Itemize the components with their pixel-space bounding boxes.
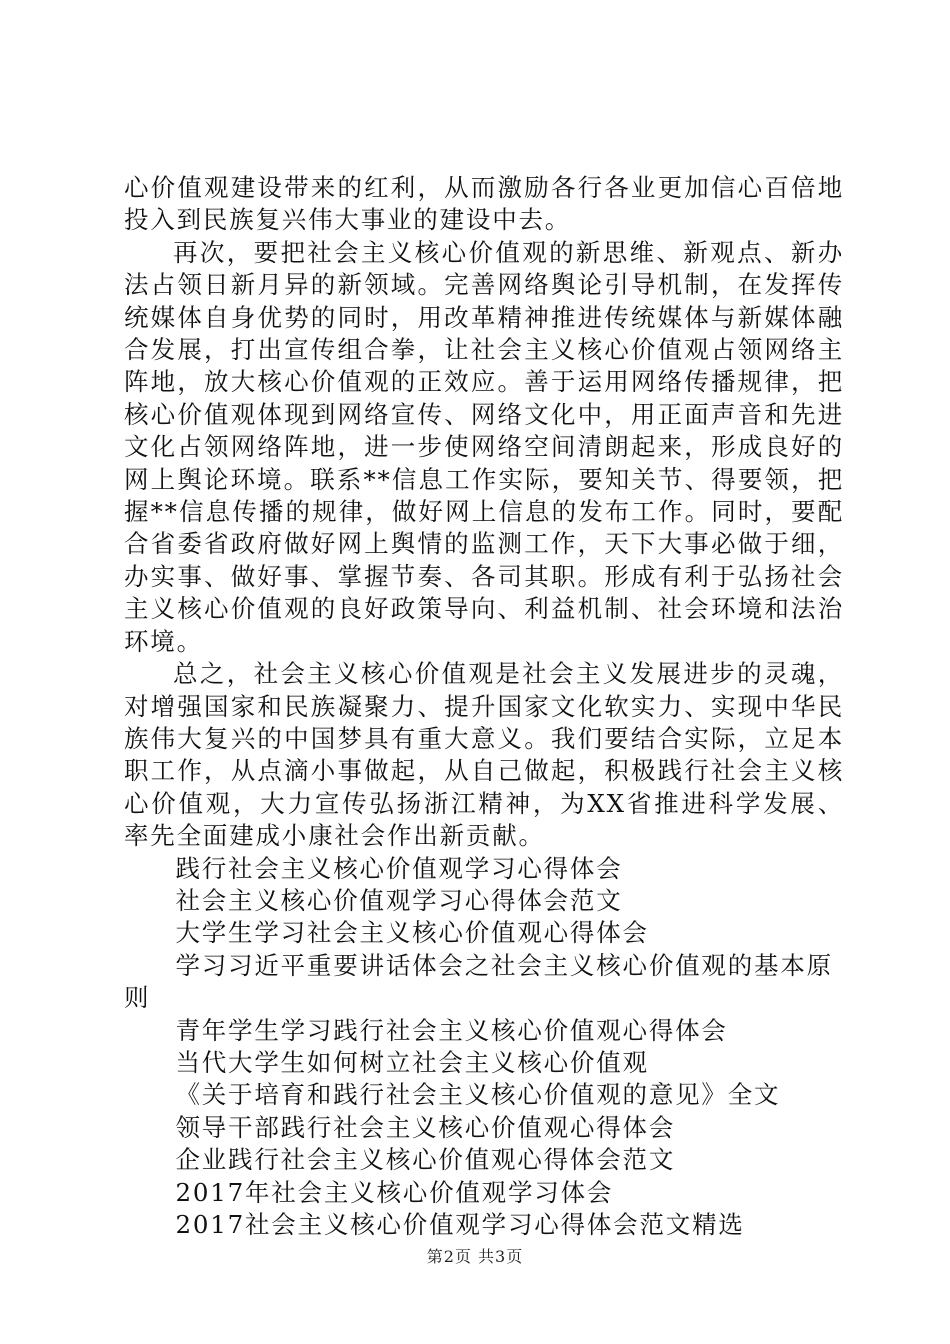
related-link[interactable]: 领导干部践行社会主义核心价值观心得体会: [175, 1112, 676, 1142]
related-link[interactable]: 践行社会主义核心价值观学习心得体会: [175, 853, 623, 883]
related-link[interactable]: 当代大学生如何树立社会主义核心价值观: [175, 1047, 649, 1077]
related-link[interactable]: 青年学生学习践行社会主义核心价值观心得体会: [175, 1015, 728, 1045]
document-body: [124, 172, 844, 1241]
paragraph-network: 再次，要把社会主义核心价值观的新思维、新观点、新办法占领日新月异的新领域。完善网络舆论引导机制，在发挥传统媒体自身优势的同时，用改革精神推进传统媒体与新媒体融合发展，打出宣传组合拳，让社会主义核心价值观占领网络主阵地，放大核心价值观的正效应。善于运用网络传播规律，把核心价值观体现到网络宣传、网络文化中，用正面声音和先进文化占领网络阵地，进一步使网络空间清朗起来，形成良好的网上舆论环境。联系**信息工作实际，要知关节、得要领，把握**信息传播的规律，做好网上信息的发布工作。同时，要配合省委省政府做好网上舆情的监测工作，天下大事必做于细，办实事、做好事、掌握节奏、各司其职。形成有利于弘扬社会主义核心价值观的良好政策导向、利益机制、社会环境和法治环境。: [124, 237, 844, 656]
related-link[interactable]: 《关于培育和践行社会主义核心价值观的意见》全文: [175, 1080, 781, 1110]
paragraph-conclusion: 总之，社会主义核心价值观是社会主义发展进步的灵魂，对增强国家和民族凝聚力、提升国家文化软实力、实现中华民族伟大复兴的中国梦具有重大意义。我们要结合实际，立足本职工作，从点滴小事做起，从自己做起，积极践行社会主义核心价值观，大力宣传弘扬浙江精神，为XX省推进科学发展、率先全面建成小康社会作出新贡献。: [124, 659, 844, 851]
paragraph-continuation: 心价值观建设带来的红利，从而激励各行各业更加信心百倍地投入到民族复兴伟大事业的建设中去。: [124, 173, 844, 235]
related-link[interactable]: 学习习近平重要讲话体会之社会主义核心价值观的基本原则: [124, 950, 833, 1013]
page-number-footer: 第2页 共3页: [426, 1247, 524, 1266]
related-link[interactable]: 社会主义核心价值观学习心得体会范文: [175, 885, 623, 915]
related-link[interactable]: 企业践行社会主义核心价值观心得体会范文: [175, 1145, 676, 1175]
related-link[interactable]: 2017年社会主义核心价值观学习体会: [175, 1177, 614, 1207]
related-link[interactable]: 2017社会主义核心价值观学习心得体会范文精选: [175, 1210, 745, 1239]
related-link[interactable]: 大学生学习社会主义核心价值观心得体会: [175, 918, 649, 948]
related-links-list: [124, 853, 844, 1242]
